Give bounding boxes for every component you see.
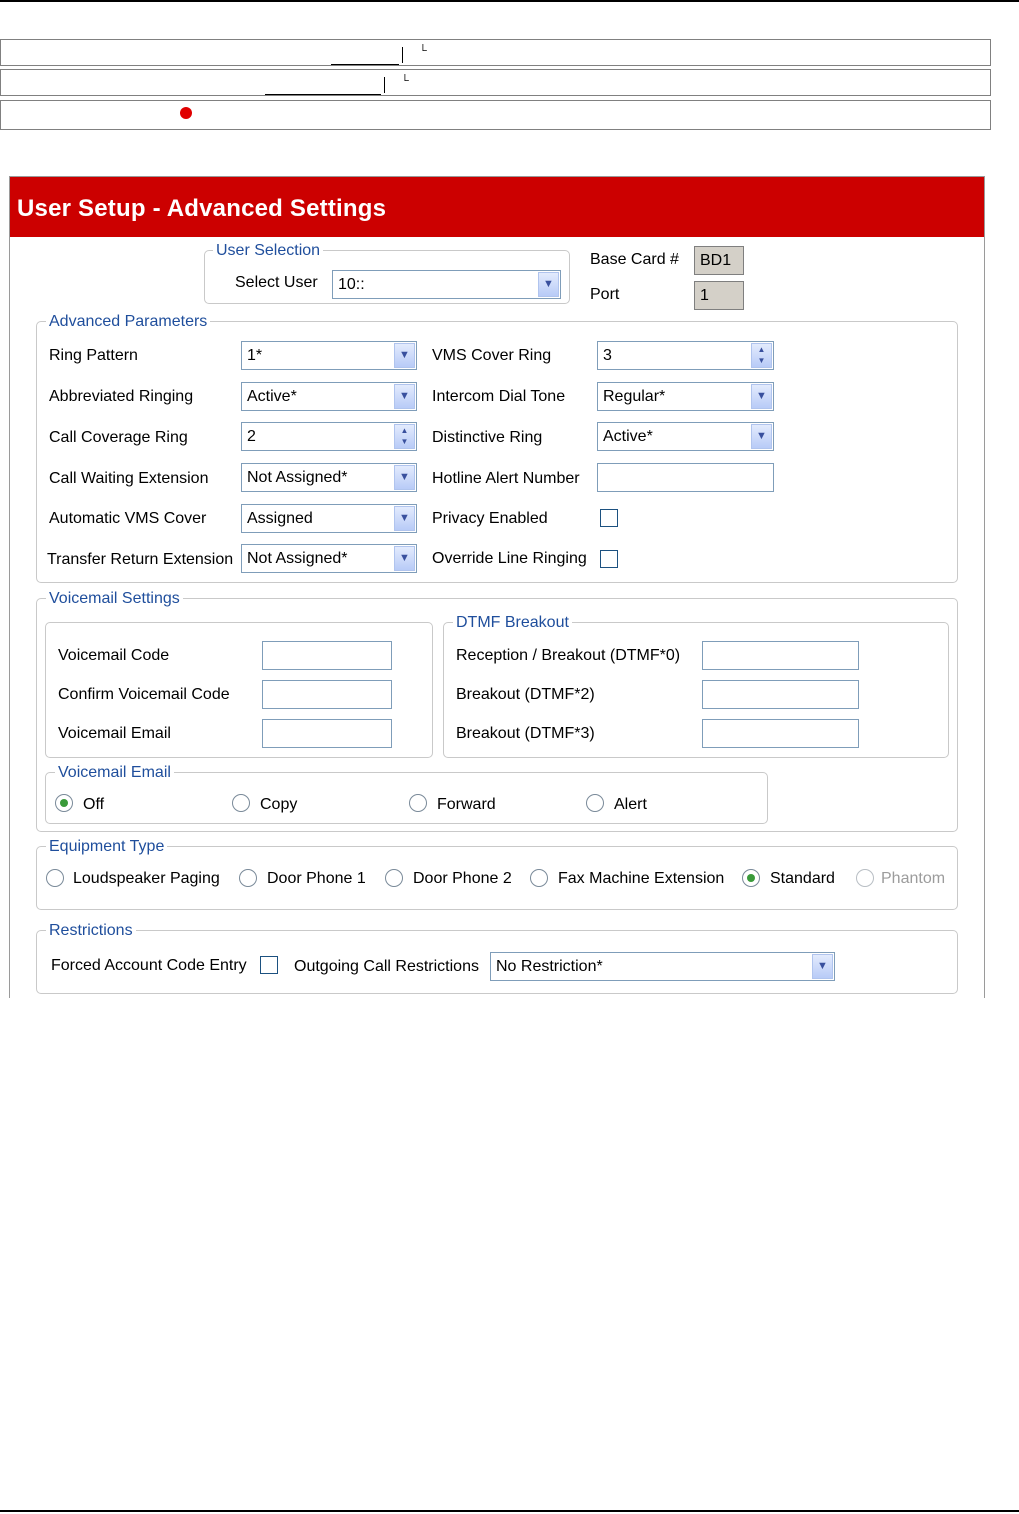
chevron-down-icon[interactable]: ▼	[751, 424, 772, 449]
privacy-enabled-label: Privacy Enabled	[432, 510, 548, 527]
equipment-standard-radio[interactable]	[742, 869, 760, 887]
base-card-label: Base Card #	[590, 251, 679, 268]
vms-cover-ring-spinner[interactable]	[597, 341, 774, 370]
base-card-field	[694, 246, 744, 275]
bottom-rule	[0, 1510, 1019, 1512]
call-waiting-extension-value: Not Assigned*	[247, 469, 348, 486]
equipment-door-phone-1-label: Door Phone 1	[267, 870, 366, 887]
header-link-2[interactable]	[265, 82, 381, 95]
voicemail-email-label: Voicemail Email	[58, 725, 171, 742]
equipment-loudspeaker-radio[interactable]	[46, 869, 64, 887]
email-mode-copy-label: Copy	[260, 796, 298, 813]
equipment-loudspeaker-label: Loudspeaker Paging	[73, 870, 220, 887]
intercom-dial-tone-dropdown[interactable]	[597, 382, 774, 411]
confirm-voicemail-code-label: Confirm Voicemail Code	[58, 686, 230, 703]
advanced-parameters-legend: Advanced Parameters	[46, 313, 210, 331]
header-link-1[interactable]	[331, 52, 399, 65]
header-row-2	[0, 69, 991, 96]
override-line-ringing-label: Override Line Ringing	[432, 550, 587, 567]
spin-up-icon[interactable]: ▲	[400, 426, 409, 435]
confirm-voicemail-code-input[interactable]	[262, 680, 392, 709]
email-mode-off-label: Off	[83, 796, 105, 813]
vms-cover-ring-label: VMS Cover Ring	[432, 347, 552, 364]
header-separator-1	[402, 47, 403, 63]
distinctive-ring-value: Active*	[603, 428, 653, 445]
intercom-dial-tone-label: Intercom Dial Tone	[432, 388, 566, 405]
distinctive-ring-dropdown[interactable]	[597, 422, 774, 451]
header-row-3	[0, 100, 991, 130]
header-row-1	[0, 39, 991, 66]
transfer-return-extension-label: Transfer Return Extension	[47, 551, 234, 568]
chevron-down-icon[interactable]: ▼	[394, 343, 415, 368]
email-mode-alert-label: Alert	[614, 796, 647, 813]
header-marker-1: └	[419, 45, 427, 57]
outgoing-call-restrictions-value: No Restriction*	[496, 958, 603, 975]
outgoing-call-restrictions-label: Outgoing Call Restrictions	[294, 958, 479, 975]
chevron-down-icon[interactable]: ▼	[538, 272, 559, 297]
port-value: 1	[700, 287, 709, 304]
abbreviated-ringing-dropdown[interactable]	[241, 382, 417, 411]
ring-pattern-value: 1*	[247, 347, 263, 364]
breakout-dtmf2-input[interactable]	[702, 680, 859, 709]
ring-pattern-label: Ring Pattern	[49, 347, 138, 364]
hotline-alert-number-input[interactable]	[597, 463, 774, 492]
top-rule	[0, 0, 1019, 2]
equipment-phantom-radio	[856, 869, 874, 887]
spin-down-icon[interactable]: ▼	[400, 437, 409, 446]
transfer-return-extension-value: Not Assigned*	[247, 550, 348, 567]
equipment-door-phone-2-radio[interactable]	[385, 869, 403, 887]
automatic-vms-cover-dropdown[interactable]	[241, 504, 417, 533]
breakout-dtmf3-label: Breakout (DTMF*3)	[456, 725, 595, 742]
ring-pattern-dropdown[interactable]	[241, 341, 417, 370]
intercom-dial-tone-value: Regular*	[603, 388, 666, 405]
abbreviated-ringing-value: Active*	[247, 388, 297, 405]
select-user-value: 10::	[338, 276, 365, 293]
breakout-dtmf3-input[interactable]	[702, 719, 859, 748]
email-mode-copy-radio[interactable]	[232, 794, 250, 812]
email-mode-forward-radio[interactable]	[409, 794, 427, 812]
email-mode-alert-radio[interactable]	[586, 794, 604, 812]
abbreviated-ringing-label: Abbreviated Ringing	[49, 388, 194, 405]
equipment-fax-radio[interactable]	[530, 869, 548, 887]
email-mode-forward-label: Forward	[437, 796, 496, 813]
select-user-dropdown[interactable]	[332, 270, 561, 299]
automatic-vms-cover-value: Assigned	[247, 510, 313, 527]
vms-cover-ring-value: 3	[603, 347, 612, 364]
chevron-down-icon[interactable]: ▼	[812, 954, 833, 979]
breakout-dtmf2-label: Breakout (DTMF*2)	[456, 686, 595, 703]
privacy-enabled-checkbox[interactable]	[600, 509, 618, 527]
call-coverage-ring-value: 2	[247, 428, 256, 445]
equipment-standard-label: Standard	[770, 870, 835, 887]
distinctive-ring-label: Distinctive Ring	[432, 429, 543, 446]
title-bar	[10, 177, 985, 237]
voicemail-email-mode-legend: Voicemail Email	[55, 764, 174, 782]
equipment-door-phone-1-radio[interactable]	[239, 869, 257, 887]
dtmf-breakout-legend: DTMF Breakout	[453, 614, 572, 632]
chevron-down-icon[interactable]: ▼	[751, 384, 772, 409]
chevron-down-icon[interactable]: ▼	[394, 506, 415, 531]
hotline-alert-number-label: Hotline Alert Number	[432, 470, 580, 487]
voicemail-email-input[interactable]	[262, 719, 392, 748]
voicemail-code-input[interactable]	[262, 641, 392, 670]
outgoing-call-restrictions-dropdown[interactable]	[490, 952, 835, 981]
spinner-arrows-icon[interactable]	[751, 343, 772, 368]
user-selection-legend: User Selection	[213, 242, 323, 260]
window-title: User Setup - Advanced Settings	[17, 195, 387, 222]
chevron-down-icon[interactable]: ▼	[394, 384, 415, 409]
base-card-value: BD1	[700, 252, 732, 269]
port-field	[694, 281, 744, 310]
transfer-return-extension-dropdown[interactable]	[241, 544, 417, 573]
call-coverage-ring-label: Call Coverage Ring	[49, 429, 188, 446]
forced-account-code-checkbox[interactable]	[260, 956, 278, 974]
header-marker-2: └	[401, 75, 409, 87]
port-label: Port	[590, 286, 620, 303]
spin-down-icon[interactable]: ▼	[757, 356, 766, 365]
forced-account-code-label: Forced Account Code Entry	[51, 957, 247, 974]
select-user-label: Select User	[235, 274, 318, 291]
header-separator-2	[384, 77, 385, 93]
equipment-phantom-label: Phantom	[881, 870, 946, 887]
equipment-type-legend: Equipment Type	[46, 838, 167, 856]
reception-breakout-label: Reception / Breakout (DTMF*0)	[456, 647, 681, 664]
chevron-down-icon[interactable]: ▼	[394, 465, 415, 490]
voicemail-settings-legend: Voicemail Settings	[46, 590, 183, 608]
reception-breakout-input[interactable]	[702, 641, 859, 670]
red-dot-icon	[180, 107, 192, 119]
voicemail-code-label: Voicemail Code	[58, 647, 170, 664]
call-waiting-extension-label: Call Waiting Extension	[49, 470, 209, 487]
spin-up-icon[interactable]: ▲	[757, 345, 766, 354]
equipment-door-phone-2-label: Door Phone 2	[413, 870, 512, 887]
email-mode-off-radio[interactable]	[55, 794, 73, 812]
automatic-vms-cover-label: Automatic VMS Cover	[49, 510, 207, 527]
equipment-fax-label: Fax Machine Extension	[558, 870, 725, 887]
restrictions-legend: Restrictions	[46, 922, 136, 940]
spinner-arrows-icon[interactable]	[394, 424, 415, 449]
override-line-ringing-checkbox[interactable]	[600, 550, 618, 568]
chevron-down-icon[interactable]: ▼	[394, 546, 415, 571]
advanced-settings-window	[9, 176, 985, 998]
call-coverage-ring-spinner[interactable]	[241, 422, 417, 451]
call-waiting-extension-dropdown[interactable]	[241, 463, 417, 492]
